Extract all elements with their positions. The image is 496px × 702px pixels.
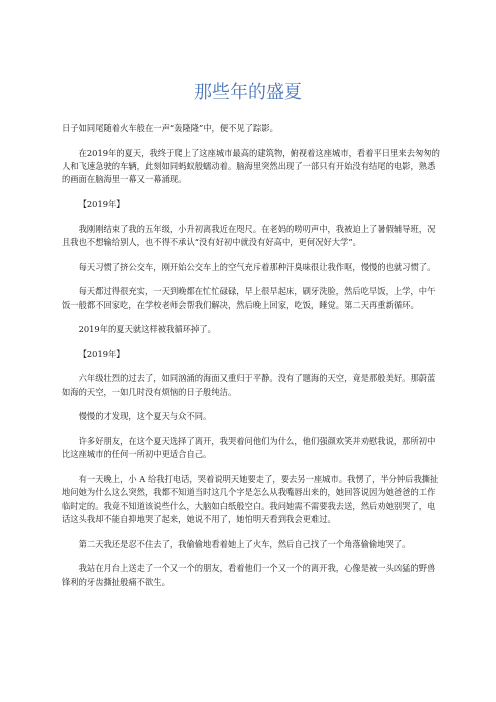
paragraph: 2019年的夏天就这样被我循环掉了。: [78, 324, 216, 335]
document-body: [62, 122, 440, 600]
section-heading: 【2019年】: [78, 199, 125, 209]
paragraph: 我站在月台上送走了一个又一个的朋友，看着他们一个又一个的离开我，心像是被一头凶猛的野兽锋利的牙齿撕扯般痛不欲生。: [62, 563, 436, 587]
paragraph: 有一天晚上，小 A 给我打电话，哭着说明天她要走了，要去另一座城市。我愣了，半分钟后我撕扯地问她为什么这么突然，我都不知道当时这几个字是怎么从我嘴唇出来的，她回答说因为她爸爸的工作临时定的。我竟不知道该说些什么，大脑如白纸般空白。我问她需不需要我去送，然后劝她别哭了，电话这头我却不能自抑地哭了起来，她说不用了，她怕明天看到我会更难过。: [62, 473, 439, 525]
paragraph: 我刚刚结束了我的五年级，小升初离我近在咫尺。在老妈的唠叨声中，我被迫上了暑假辅导班，况且我也不想输给别人，也不得不承认“没有好初中就没有好高中，更何况好大学”。: [62, 223, 436, 247]
paragraph: 许多好朋友，在这个夏天选择了离开，我哭着问他们为什么，他们强颜欢笑并劝慰我说，那所初中比这座城市的任何一所初中更适合自己。: [62, 435, 436, 460]
document-title: 那些年的盛夏: [194, 82, 302, 103]
paragraph: 在2019年的夏天，我终于爬上了这座城市最高的建筑物，俯视着这座城市，看着平日里来去匆匆的人和飞速急驶的车辆，此刻如同蚂蚁般蠕动着。脑海里突然出现了一部只有开始没有结尾的电影，熟悉的画面在脑海里一幕又一幕涌现。: [62, 147, 440, 185]
paragraph: 每天都过得很充实，一天到晚都在忙忙碌碌，早上很早起床，刷牙洗脸，然后吃早饭，上学，中午饭一般都不回家吃，在学校老师会帮我们解决，然后晚上回家，吃饭，睡觉。第二天再重新循环。: [62, 286, 436, 310]
paragraph: 每天习惯了挤公交车，刚开始公交车上的空气充斥着那种汗臭味很让我作呕，慢慢的也就习惯了。: [78, 261, 436, 272]
paragraph: 六年级壮烈的过去了，如同汹涌的海面又重归于平静。没有了题海的天空，竟是那般美好。那蔚蓝如海的天空，一如几时没有烦恼的日子般纯洁。: [62, 373, 436, 397]
paragraph: 慢慢的才发现，这个夏天与众不同。: [78, 411, 212, 422]
paragraph: 第二天我还是忍不住去了，我偷偷地看着她上了火车，然后自己找了一个角落偷偷地哭了。: [78, 538, 411, 549]
section-heading: 【2019年】: [78, 348, 125, 359]
paragraph: 日子如同尾随着火车般在一声“轰隆隆”中，便不见了踪影。: [62, 123, 278, 133]
